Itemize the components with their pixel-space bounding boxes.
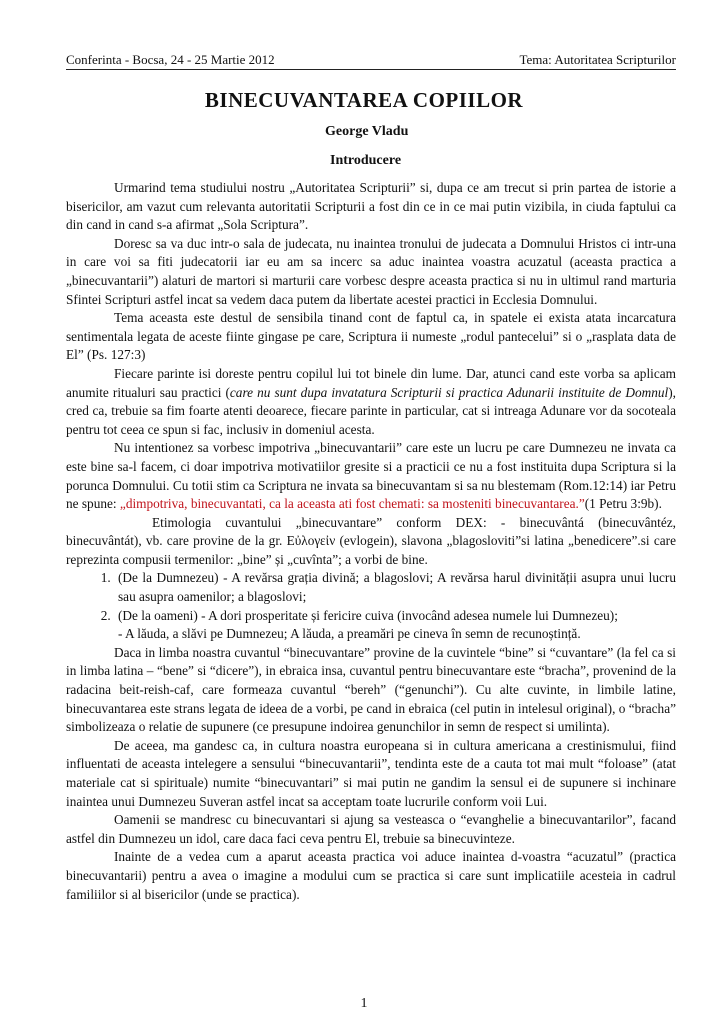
paragraph (66, 365, 676, 439)
header-theme: Tema: Autoritatea Scripturilor (519, 52, 676, 67)
paragraph-text: Fiecare parinte isi doreste pentru copilul lui tot binele din lume. Dar, atunci cand este vorba sa aplicam anumite ritualuri sau practici ( (66, 365, 676, 400)
author-name: George Vladu (325, 124, 409, 139)
paragraph (66, 439, 676, 513)
paragraph-text: (1 Petru 3:9b). (584, 496, 662, 512)
paragraph: Urmarind tema studiului nostru „Autoritatea Scripturii” si, dupa ce am trecut si prin partea de istorie a bisericilor, am vazut cum relevanta autoritatii Scripturii a fost din ce in ce mai putin vizibila, in ciuda faptului ca din cand in cand s-a afirmat „Sola Scriptura”. (66, 180, 676, 233)
list-item: 1. (De la Dumnezeu) - A revărsa grația divină; a blagoslovi; A revărsa harul divinității asupra unui lucru sau asupra oamenilor; a blagoslovi; (114, 569, 676, 606)
section-title: Introducere (330, 153, 402, 168)
paragraph: Oamenii se mandresc cu binecuvantari si ajung sa vesteasca o “evanghelie a binecuvantarilor”, facand astfel din Dumnezeu un idol, care daca faci ceva pentru El, trebuie sa binecuvinteze. (66, 812, 676, 846)
header-conference: Conferinta - Bocsa, 24 - 25 Martie 2012 (66, 52, 275, 67)
paragraph-text: Nu intentionez sa vorbesc impotriva „binecuvantarii” care este un lucru pe care Dumnezeu ne invata ca este bine sa-l facem, ci doar impotriva motivatiilor gresite si a practicii ce nu a fost instituita dupa Scriptura si la porunca Domnului. Cu totii stim ca Scriptura ne invata sa binecuvantam si sa nu blestemam (Rom.12:14) iar Petru ne spune: (66, 440, 676, 512)
paragraph: Daca in limba noastra cuvantul “binecuvantare” provine de la cuvintele “bine” si “cuvantare” (la fel ca si in limba latina – “bene” si “dicere”), in ebraica insa, cuvantul pentru binecuvantare este “bracha”, provenind de la radacina beit-reish-caf, care formeaza cuvantul “bereh” (“genunchi”). Cu alte cuvinte, in limbile latine, binecuvantarea este strans legata de ideea de a vorbi, pe cand in ebraica (cel putin in intelesul original), o “bracha” simbolizeaza o relatie de supunere (ce presupune indoirea genunchilor in semn de respect si umilinta). (66, 644, 676, 735)
page-number: 1 (360, 996, 368, 1011)
bible-quote: „dimpotriva, binecuvantati, ca la aceasta ati fost chemati: sa mosteniti binecuvantarea.” (119, 496, 585, 512)
paragraph: Doresc sa va duc intr-o sala de judecata, nu inaintea tronului de judecata a Domnului Hristos ci intr-una in care voi sa fiti judecatorii iar eu am sa incerc sa aduc inaintea voastra acuzatul (aceasta practica a „binecuvantarii”) alaturi de martori si marturii care vorbesc despre aceasta practica si nu in ultimul rand marturia Sfintei Scripturi astfel incat sa vedem daca putem da libertate acestei practici in Ecclesia Domnului. (66, 235, 676, 307)
document-body (66, 179, 676, 904)
document-title: BINECUVANTAREA COPIILOR (204, 88, 524, 112)
list-item-text: 2. (De la oameni) - A dori prosperitate și fericire cuiva (invocând adesea numele lui Dumnezeu); (118, 607, 618, 623)
definition-list (66, 569, 676, 643)
list-item (114, 607, 676, 644)
paragraph: De aceea, ma gandesc ca, in cultura noastra europeana si in cultura americana a crestinismului, fiind influentati de aceasta intelegere a sensului “binecuvantarii”, tendinta este de a cauta tot mai mult “foloase” (atat materiale cat si spirituale) numite “binecuvantari” si mai putin ne gandim la sensul ei de supunere si inchinare inaintea unui Dumnezeu Suveran astfel incat sa acceptam toate lucrurile conform voii Lui. (66, 737, 676, 809)
page-header (66, 51, 676, 70)
italic-text: care nu sunt dupa invatatura Scripturii si practica Adunarii instituite de Domnul (229, 384, 669, 400)
paragraph-text: ), cred ca, trebuie sa fim foarte atenti deoarece, fiecare parinte in particular, cat si intreaga Adunare vor da socoteala pentru tot ceea ce spun si fac, inclusiv in domeniul acesta. (66, 384, 676, 437)
list-item-text: - A lăuda, a slăvi pe Dumnezeu; A lăuda, a preamări pe cineva în semn de recunoștință. (118, 626, 581, 642)
paragraph-etymology: Etimologia cuvantului „binecuvantare” conform DEX: - binecuvântá (binecuvântéz, binecuvântát), vb. care provine de la gr. Εὐλογεἰν (evlogein), slavona „blagosloviti”si latina „benedicere”.si care reprezinta compusii termenilor: „bine” și „cuvînta”; a vorbi de bine. (66, 514, 676, 567)
paragraph: Inainte de a vedea cum a aparut aceasta practica voi aduce inaintea d-voastra “acuzatul” (practica binecuvantarii) pentru a avea o imagine a modului cum se practica si care sunt implicatiile acesteia in cadrul familiilor si al bisericilor (unde se practica). (66, 849, 676, 902)
paragraph: Tema aceasta este destul de sensibila tinand cont de faptul ca, in spatele ei exista atata incarcatura sentimentala legata de aceste fiinte gingase pe care, Scriptura ii numeste „rodul pantecelui” si o „rasplata data de El” (Ps. 127:3) (66, 310, 676, 363)
